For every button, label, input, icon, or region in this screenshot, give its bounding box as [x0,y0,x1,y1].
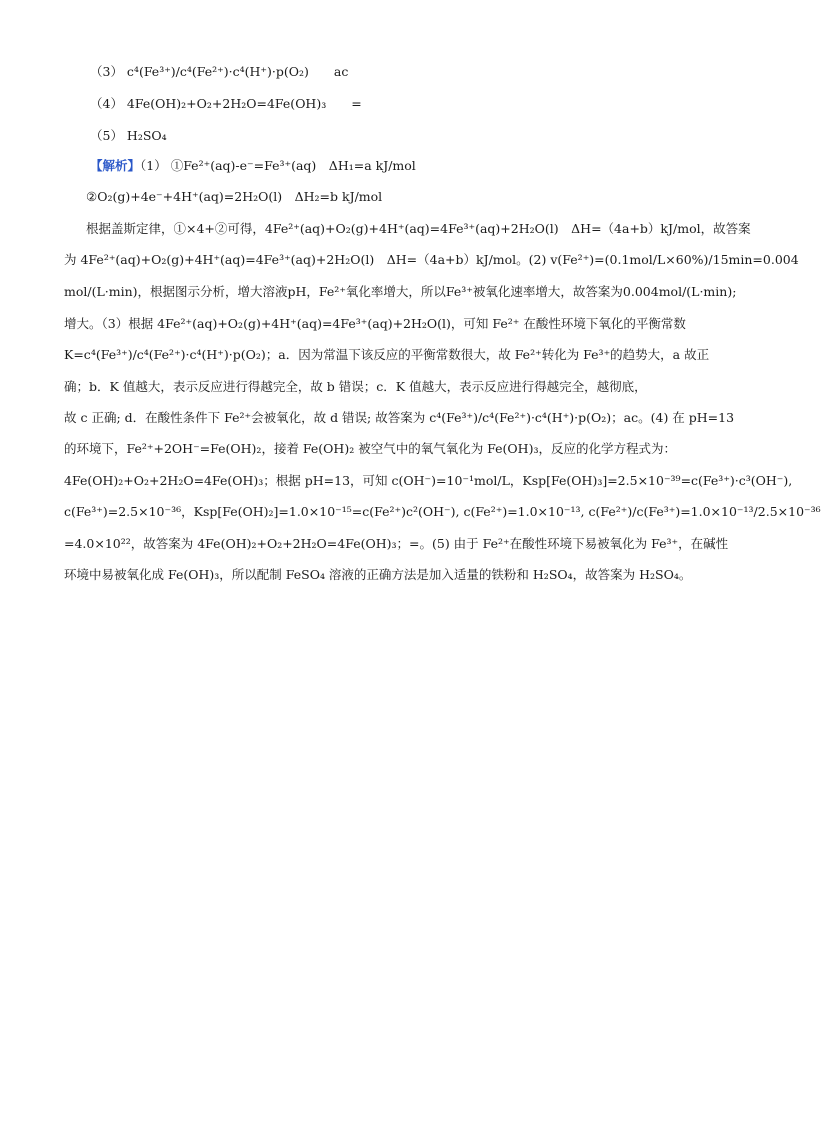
answer-4: （4） 4Fe(OH)₂+O₂+2H₂O=4Fe(OH)₃ = [90,96,362,111]
analysis-line-14: 环境中易被氧化成 Fe(OH)₃，所以配制 FeSO₄ 溶液的正确方法是加入适量的铁粉和 H₂SO₄，故答案为 H₂SO₄。 [64,567,692,582]
analysis-line-12: c(Fe³⁺)=2.5×10⁻³⁶，Ksp[Fe(OH)₂]=1.0×10⁻¹⁵=c(Fe²⁺)c²(OH⁻), c(Fe²⁺)=1.0×10⁻¹³, c(Fe²⁺)/c(Fe³⁺)=1.0×10⁻¹³/2.5×10⁻³⁶ [64,504,821,519]
analysis-line-13: =4.0×10²²，故答案为 4Fe(OH)₂+O₂+2H₂O=4Fe(OH)₃；=。(5) 由于 Fe²⁺在酸性环境下易被氧化为 Fe³⁺，在碱性 [64,536,729,551]
analysis-tag: 【解析】 [90,158,141,173]
analysis-line-3: 根据盖斯定律，①×4+②可得，4Fe²⁺(aq)+O₂(g)+4H⁺(aq)=4Fe³⁺(aq)+2H₂O(l) ΔH=（4a+b）kJ/mol，故答案 [86,221,751,236]
analysis-line-9: 故 c 正确; d．在酸性条件下 Fe²⁺会被氧化，故 d 错误; 故答案为 c⁴(Fe³⁺)/c⁴(Fe²⁺)·c⁴(H⁺)·p(O₂)；ac。(4) 在 pH=13 [64,410,735,425]
analysis-line-11: 4Fe(OH)₂+O₂+2H₂O=4Fe(OH)₃；根据 pH=13，可知 c(OH⁻)=10⁻¹mol/L，Ksp[Fe(OH)₃]=2.5×10⁻³⁹=c(Fe³⁺)·c³(OH⁻), [64,473,793,488]
analysis-line-1 [90,158,766,174]
answer-5: （5） H₂SO₄ [90,128,167,143]
analysis-line-6: 增大。（3）根据 4Fe²⁺(aq)+O₂(g)+4H⁺(aq)=4Fe³⁺(aq)+2H₂O(l)，可知 Fe²⁺ 在酸性环境下氧化的平衡常数 [64,316,686,331]
analysis-line-2: ②O₂(g)+4e⁻+4H⁺(aq)=2H₂O(l) ΔH₂=b kJ/mol [86,189,383,204]
analysis-line-4: 为 4Fe²⁺(aq)+O₂(g)+4H⁺(aq)=4Fe³⁺(aq)+2H₂O(l) ΔH=（4a+b）kJ/mol。(2) v(Fe²⁺)=(0.1mol/L×60%)/15min=0.004 [64,252,799,267]
analysis-line-7: K=c⁴(Fe³⁺)/c⁴(Fe²⁺)·c⁴(H⁺)·p(O₂)；a．因为常温下该反应的平衡常数很大，故 Fe²⁺转化为 Fe³⁺的趋势大，a 故正 [64,347,710,362]
analysis-line-1-text: （1） ①Fe²⁺(aq)-e⁻=Fe³⁺(aq) ΔH₁=a kJ/mol [140,158,416,173]
analysis-line-8: 确；b．K 值越大，表示反应进行得越完全，故 b 错误；c．K 值越大，表示反应进行得越完全，越彻底， [64,379,647,394]
analysis-line-5: mol/(L·min)，根据图示分析，增大溶液pH，Fe²⁺氧化率增大，所以Fe³⁺被氧化速率增大，故答案为0.004mol/(L·min); [64,284,737,299]
analysis-line-10: 的环境下，Fe²⁺+2OH⁻=Fe(OH)₂，接着 Fe(OH)₂ 被空气中的氧气氧化为 Fe(OH)₃，反应的化学方程式为： [64,441,676,456]
answer-3: （3） c⁴(Fe³⁺)/c⁴(Fe²⁺)·c⁴(H⁺)·p(O₂) ac [90,64,349,79]
